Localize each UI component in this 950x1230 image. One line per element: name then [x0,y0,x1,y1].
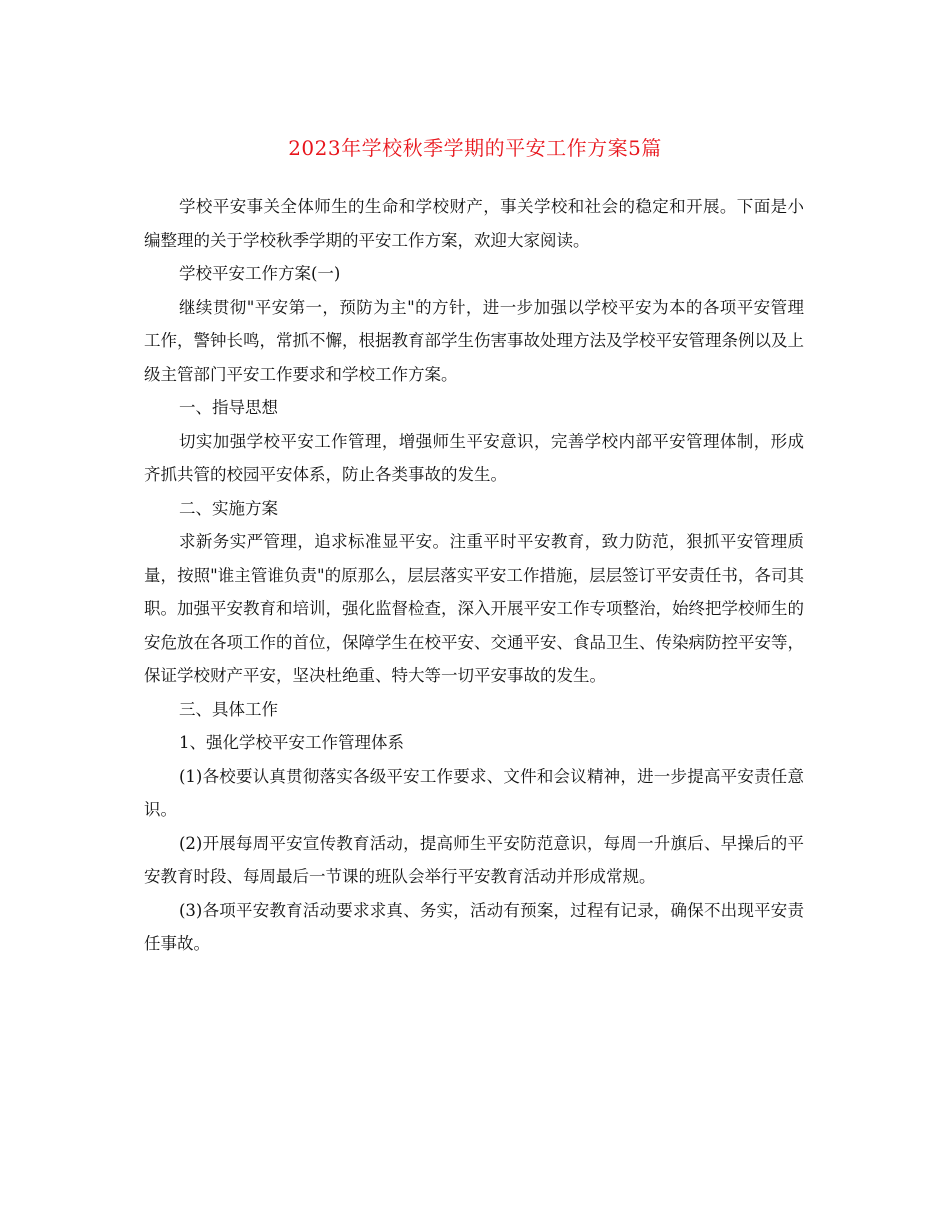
subheading-management-system: 1、强化学校平安工作管理体系 [179,733,404,752]
paragraph-guiding-ideas: 切实加强学校平安工作管理，增强师生平安意识，完善学校内部平安管理体制，形成齐抓共管的校园平安体系，防止各类事故的发生。 [144,431,804,484]
list-item-1: (1)各校要认真贯彻落实各级平安工作要求、文件和会议精神，进一步提高平安责任意识。 [144,766,804,819]
section-heading-plan-one: 学校平安工作方案(一) [179,264,341,283]
paragraph-policy: 继续贯彻"平安第一，预防为主"的方针，进一步加强以学校平安为本的各项平安管理工作，警钟长鸣，常抓不懈，根据教育部学生伤害事故处理方法及学校平安管理条例以及上级主管部门平安工作要求和学校工作方案。 [144,297,804,384]
section-heading-guiding-ideas: 一、指导思想 [179,398,278,417]
document-title: 2023年学校秋季学期的平安工作方案5篇 [288,136,662,160]
section-heading-specific-work: 三、具体工作 [179,699,278,719]
paragraph-implementation: 求新务实严管理，追求标准显平安。注重平时平安教育，致力防范，狠抓平安管理质量，按照"谁主管谁负责"的原那么，层层落实平安工作措施，层层签订平安责任书，各司其职。加强平安教育和培训，强化监督检查，深入开展平安工作专项整治，始终把学校师生的安危放在各项工作的首位，保障学生在校平安、交通平安、食品卫生、传染病防控平安等，保证学校财产平安，坚决杜绝重、特大等一切平安事故的发生。 [144,532,804,685]
document-body [144,190,804,961]
section-heading-implementation: 二、实施方案 [179,498,278,518]
paragraph-intro: 学校平安事关全体师生的生命和学校财产，事关学校和社会的稳定和开展。下面是小编整理的关于学校秋季学期的平安工作方案，欢迎大家阅读。 [144,197,804,250]
list-item-2: (2)开展每周平安宣传教育活动，提高师生平安防范意识，每周一升旗后、早操后的平安教育时段、每周最后一节课的班队会举行平安教育活动并形成常规。 [144,833,804,886]
list-item-3: (3)各项平安教育活动要求求真、务实，活动有预案，过程有记录，确保不出现平安责任事故。 [144,900,804,953]
